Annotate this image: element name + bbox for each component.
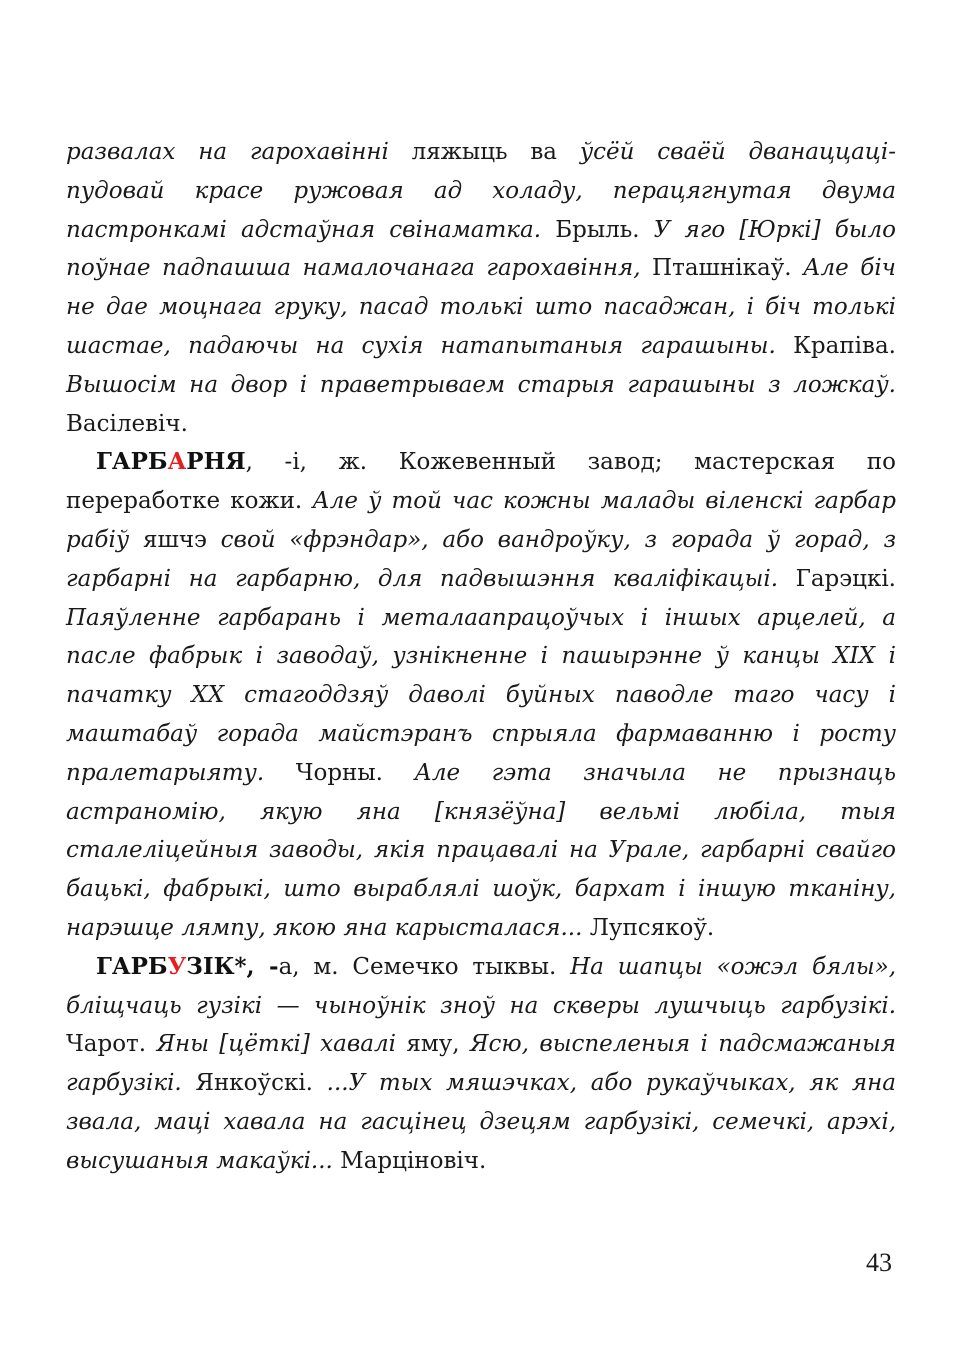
text-line xyxy=(66,831,896,870)
definition-text: Васілевіч. xyxy=(66,410,188,437)
text-line xyxy=(66,327,896,366)
citation-text: поўнае падпашша намалочанага гарохавіння, xyxy=(66,255,653,282)
text-line xyxy=(66,909,896,948)
citation-text: гарбарні на гарбарню, для падвышэння кваліфікацыі. xyxy=(66,565,796,592)
text-line xyxy=(66,715,896,754)
citation-text: бліщчаць гузікі — чыноўнік зноў на скверы лушчыць гарбузікі. xyxy=(66,992,896,1019)
text-line xyxy=(66,1142,896,1181)
citation-text: гарбузікі. xyxy=(66,1070,196,1097)
definition-text: яму, xyxy=(406,1031,470,1058)
citation-text: сталеліцейныя заводы, якія працавалі на Урале, гарбарні свайго xyxy=(66,837,896,864)
text-line xyxy=(66,249,896,288)
text-line xyxy=(66,405,896,444)
citation-text: У яго [Юркі] было xyxy=(653,216,896,243)
citation-text: развалах на гарохавінні xyxy=(66,139,412,165)
text-line xyxy=(66,676,896,715)
definition-text: Гарэцкі. xyxy=(795,565,896,592)
dictionary-entry xyxy=(66,948,896,1181)
text-line xyxy=(66,560,896,599)
definition-text: переработке кожи. xyxy=(66,488,313,515)
citation-text: бацькі, фабрыкі, што выраблялі шоўк, бархат і іншую тканіну, xyxy=(66,876,896,903)
citation-text: астраномію, якую яна [князёўна] вельмі любіла, тыя xyxy=(66,798,896,825)
definition-text: Чорны. xyxy=(295,759,415,786)
dictionary-page-body xyxy=(66,133,896,1181)
text-line xyxy=(66,599,896,638)
entry-continuation xyxy=(66,133,896,443)
citation-text: ...У тых мяшэчках, або рукаўчыках, як яна xyxy=(326,1070,896,1097)
text-line xyxy=(66,288,896,327)
definition-text: Пташнікаў. xyxy=(652,255,804,282)
text-line xyxy=(66,366,896,405)
definition-text: Марціновіч. xyxy=(340,1147,487,1174)
text-line xyxy=(66,793,896,832)
dictionary-entry xyxy=(66,443,896,947)
citation-text: высушаныя макаўкі... xyxy=(66,1147,341,1174)
citation-text: маштабаў горада майстэранъ спрыяла фармаванню і росту xyxy=(66,720,896,747)
citation-text: пралетарыяту. xyxy=(66,759,296,786)
definition-text: яшчэ xyxy=(142,526,221,553)
text-line xyxy=(66,948,896,987)
citation-text: рабіў xyxy=(66,526,143,553)
citation-text: звала, маці хавала на гасцінец дзецям гарбузікі, семечкі, арэхі, xyxy=(66,1108,896,1135)
definition-text: Лупсякоў. xyxy=(589,914,715,941)
page-number: 43 xyxy=(866,1248,892,1277)
definition-text: Чарот. xyxy=(66,1031,157,1058)
citation-text: Вышосім на двор і праветрываем старыя гарашыны з ложкаў. xyxy=(66,371,896,398)
text-line xyxy=(66,754,896,793)
text-line xyxy=(66,987,896,1026)
citation-text: пастронкамі адстаўная свінаматка. xyxy=(66,216,556,243)
citation-text: Але біч xyxy=(803,255,896,282)
text-line xyxy=(66,211,896,250)
text-line xyxy=(66,443,896,482)
citation-text: пудовай красе ружовая ад холаду, перацягнутая двума xyxy=(66,177,896,204)
text-line xyxy=(66,870,896,909)
text-line xyxy=(66,172,896,211)
text-line xyxy=(66,482,896,521)
citation-text: пасле фабрык і заводаў, узнікненне і пашырэнне ў канцы XIX і xyxy=(66,643,896,670)
definition-text: ляжыць ва xyxy=(411,139,580,165)
definition-text: Брыль. xyxy=(555,216,654,243)
citation-text: шастае, падаючы на сухія натапытаныя гарашыны. xyxy=(66,332,794,359)
definition-text: а, м. Семечко тыквы. xyxy=(278,953,571,980)
definition-text: Янкоўскі. xyxy=(195,1070,327,1097)
stressed-vowel: У xyxy=(167,952,187,980)
text-line xyxy=(66,133,896,172)
text-line xyxy=(66,521,896,560)
text-line xyxy=(66,637,896,676)
citation-text: ўсёй сваёй дванаццаці- xyxy=(579,139,896,165)
headword: ГАРБУЗІК*, - xyxy=(96,952,279,980)
citation-text: Але гэта значыла не прызнаць xyxy=(414,759,897,786)
citation-text: Яны [цёткі] хавалі xyxy=(156,1031,407,1058)
definition-text: , -і, ж. Кожевенный завод; мастерская по xyxy=(245,449,896,476)
text-line xyxy=(66,1103,896,1142)
text-line xyxy=(66,1064,896,1103)
headword: ГАРБАРНЯ xyxy=(96,448,246,476)
definition-text: Крапіва. xyxy=(793,332,896,359)
text-line xyxy=(66,1025,896,1064)
citation-text: Ясю, выспеленыя і падсмажаныя xyxy=(469,1031,896,1058)
citation-text: На шапцы «ожэл бялы», xyxy=(570,953,897,980)
citation-text: нарэшце лямпу, якою яна карысталася... xyxy=(66,914,590,941)
citation-text: не дае моцнага груку, пасад толькі што пасаджан, і біч толькі xyxy=(66,294,896,321)
citation-text: пачатку XX стагоддзяў даволі буйных паводле таго часу і xyxy=(66,682,896,709)
stressed-vowel: А xyxy=(167,448,187,476)
citation-text: свой «фрэндар», або вандроўку, з горада ў горад, з xyxy=(220,526,896,553)
citation-text: Паяўленне гарбарань і металаапрацоўчых і іншых арцелей, а xyxy=(66,604,896,631)
citation-text: Але ў той час кожны малады віленскі гарбар xyxy=(312,488,896,515)
